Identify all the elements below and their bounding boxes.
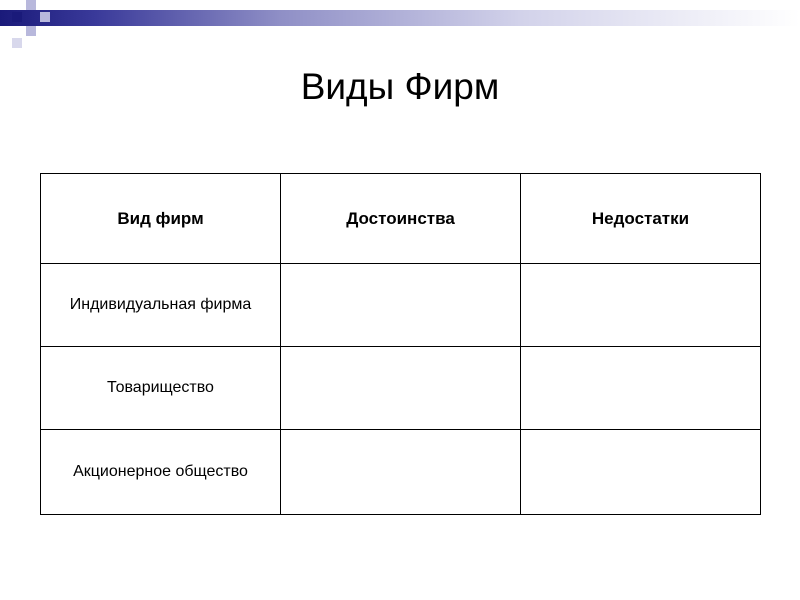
table-row	[41, 347, 761, 430]
cell-firm-type: Акционерное общество	[41, 430, 281, 515]
cell-disadvantages	[521, 430, 761, 515]
cell-advantages	[281, 264, 521, 347]
header-cell-advantages: Достоинства	[281, 174, 521, 264]
table-header-row	[41, 174, 761, 264]
firm-types-table	[40, 173, 761, 515]
decorative-square-icon	[26, 26, 36, 36]
cell-advantages	[281, 430, 521, 515]
decorative-square-icon	[12, 12, 22, 22]
cell-advantages	[281, 347, 521, 430]
decorative-header-band	[0, 10, 800, 26]
header-cell-firm-type: Вид фирм	[41, 174, 281, 264]
cell-disadvantages	[521, 264, 761, 347]
decorative-square-icon	[40, 12, 50, 22]
cell-firm-type: Товарищество	[41, 347, 281, 430]
table-row	[41, 430, 761, 515]
header-cell-disadvantages: Недостатки	[521, 174, 761, 264]
slide-title: Виды Фирм	[300, 66, 500, 107]
cell-firm-type: Индивидуальная фирма	[41, 264, 281, 347]
decorative-square-icon	[26, 0, 36, 10]
decorative-square-icon	[12, 38, 22, 48]
table-row	[41, 264, 761, 347]
cell-disadvantages	[521, 347, 761, 430]
